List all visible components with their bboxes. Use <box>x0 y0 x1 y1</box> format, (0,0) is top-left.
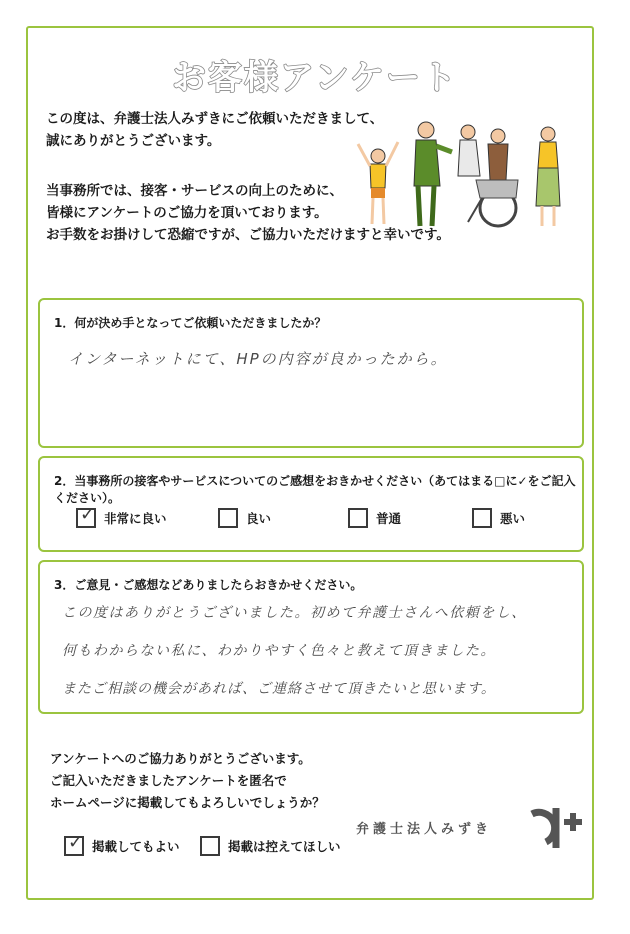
checkbox[interactable] <box>348 508 368 528</box>
option-very-good[interactable] <box>76 504 167 528</box>
question-3-answer-line: この度はありがとうございました。初めて弁護士さんへ依頼をし、 <box>62 605 527 621</box>
intro-line: 当事務所では、接客・サービスの向上のために、 <box>46 183 343 199</box>
option-bad[interactable] <box>472 508 525 528</box>
question-3-answer-line: またご相談の機会があれば、ご連絡させて頂きたいと思います。 <box>62 681 496 697</box>
outro-line: アンケートへのご協力ありがとうございます。 <box>50 751 311 766</box>
question-2-box <box>38 456 584 552</box>
outro-line: ホームページに掲載してもよろしいでしょうか？ <box>50 795 325 810</box>
intro-line: お手数をお掛けして恐縮ですが、ご協力いただけますと幸いです。 <box>46 227 450 243</box>
question-3-label: 3．ご意見・ご感想などありましたらおきかせください。 <box>54 578 363 592</box>
option-good[interactable] <box>218 508 271 528</box>
survey-title: お客様アンケート <box>172 58 458 98</box>
question-3-box <box>38 560 584 714</box>
intro-line: 皆様にアンケートのご協力を頂いております。 <box>46 205 328 221</box>
option-label: 普通 <box>376 511 402 526</box>
outro-text <box>50 748 325 814</box>
option-label: 悪い <box>500 511 526 526</box>
publish-option-label: 掲載は控えてほしい <box>228 839 341 854</box>
checkbox[interactable] <box>200 836 220 856</box>
question-3-answer-line: 何もわからない私に、わかりやすく色々と教えて頂きました。 <box>62 643 496 659</box>
publish-allow-option[interactable] <box>64 832 180 856</box>
people-illustration <box>348 116 580 234</box>
question-1-answer: インターネットにて、HPの内容が良かったから。 <box>68 350 448 368</box>
checkbox[interactable] <box>64 832 84 856</box>
question-2-label: 2．当事務所の接客やサービスについてのご感想をおきかせください（あてはまる□に✓をご記入ください）。 <box>54 474 576 505</box>
option-label: 非常に良い <box>104 511 167 526</box>
publish-option-label: 掲載してもよい <box>92 839 180 854</box>
outro-line: ご記入いただきましたアンケートを匿名で <box>50 773 287 788</box>
question-1-box <box>38 298 584 448</box>
firm-name: 弁護士法人みずき <box>356 822 493 837</box>
tick-icon: ✓ <box>68 832 84 853</box>
intro-text <box>46 108 383 152</box>
tick-icon: ✓ <box>80 504 96 525</box>
checkbox[interactable] <box>76 504 96 528</box>
question-1-label: 1．何が決め手となってご依頼いただきましたか？ <box>54 316 327 330</box>
intro-line: 誠にありがとうございます。 <box>46 133 221 149</box>
checkbox[interactable] <box>472 508 492 528</box>
option-label: 良い <box>246 511 272 526</box>
firm-logo-icon <box>526 800 584 852</box>
option-average[interactable] <box>348 508 401 528</box>
checkbox[interactable] <box>218 508 238 528</box>
intro-line: この度は、弁護士法人みずきにご依頼いただきまして、 <box>46 111 384 127</box>
publish-decline-option[interactable] <box>200 836 341 856</box>
